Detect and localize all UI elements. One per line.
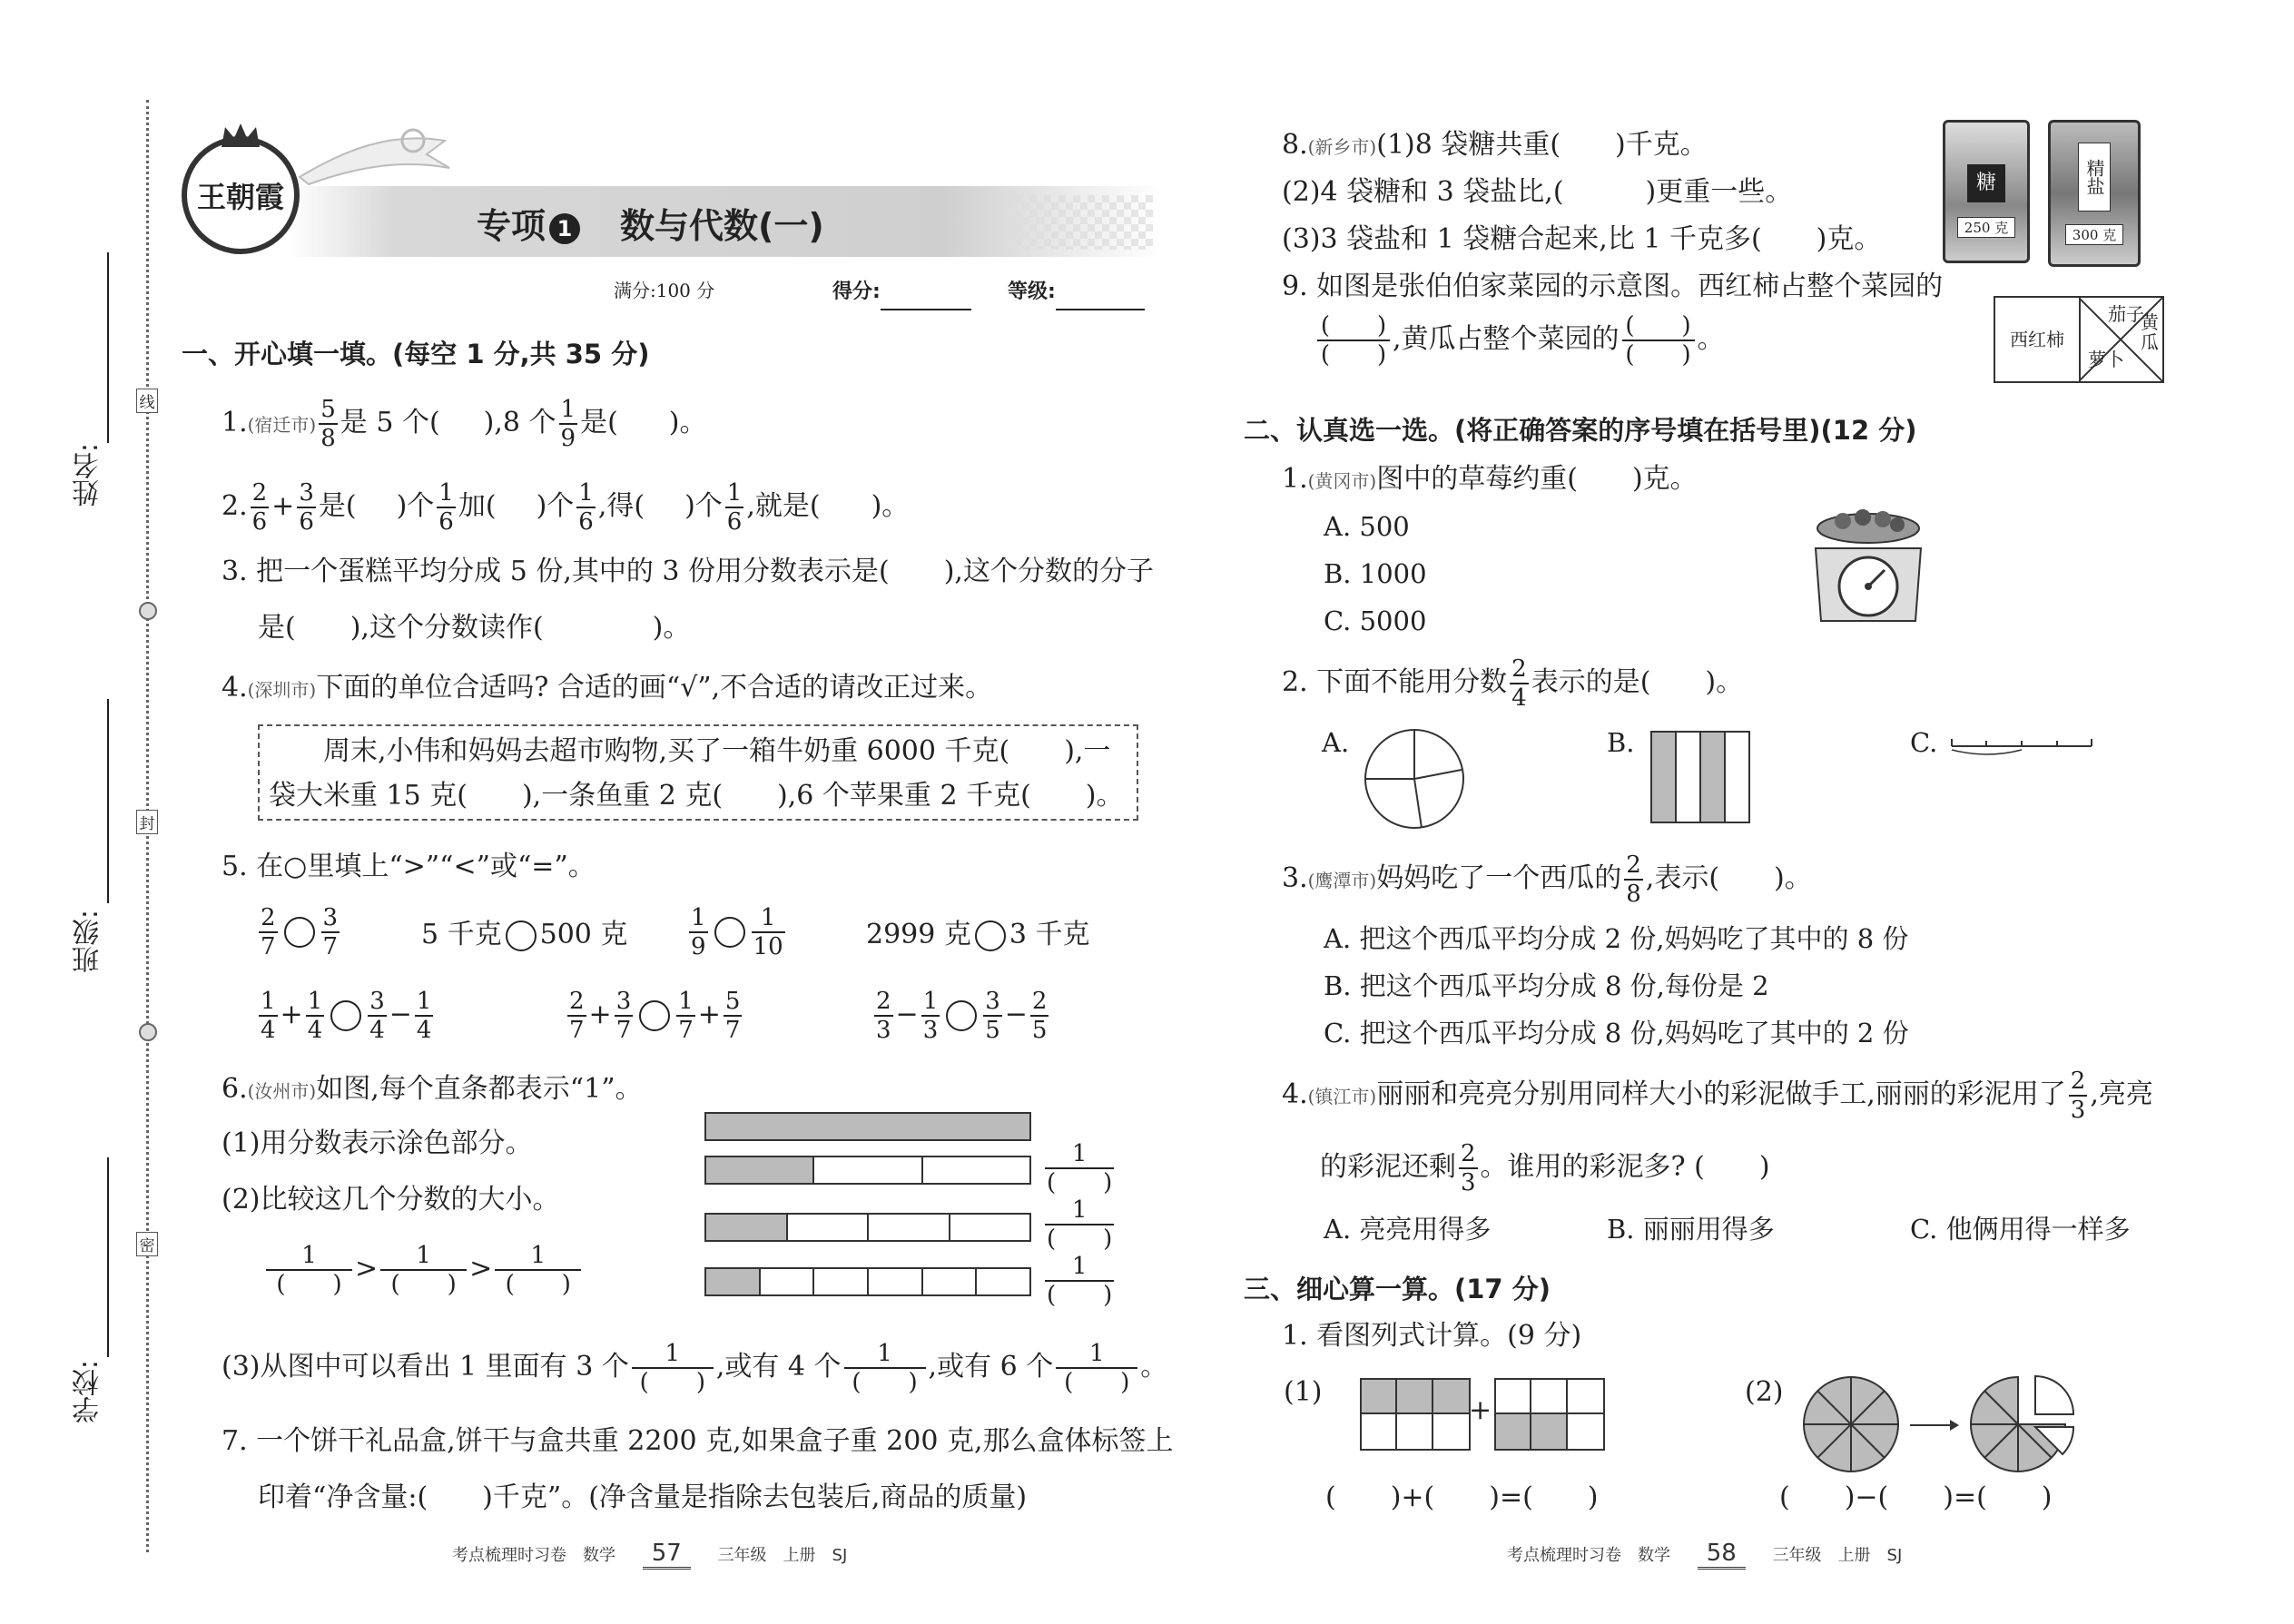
fraction: $\frac{3}{6}$: [299, 479, 314, 536]
q4-box-line2: 袋大米重 15 克( ),一条鱼重 2 克( ),6 个苹果重 2 千克( )。: [269, 780, 1124, 812]
question-6-3: (3)从图中可以看出 1 里面有 3 个 $\frac{1}{( )}$ ,或有 4 个 $\frac{1}{( )}$ ,或有 6 个 $\frac{1}{( )}$ 。: [222, 1340, 1168, 1396]
title-prefix: 专项: [477, 206, 546, 246]
binding-dot-icon: [139, 1023, 157, 1041]
garden-radish: 萝卜: [2088, 349, 2124, 370]
s3-part-2-label: (2): [1745, 1376, 1784, 1408]
garden-tomato: 西红柿: [1995, 298, 2081, 381]
crown-icon: [220, 122, 261, 149]
fraction: $\frac{1}{6}$: [726, 479, 743, 536]
compare-circle[interactable]: [946, 1000, 977, 1031]
grade-field[interactable]: [1056, 283, 1145, 310]
full-score: 满分:100 分: [614, 280, 715, 301]
fraction: $\frac{2}{6}$: [251, 479, 268, 536]
footer-book: 考点梳理时习卷 数学: [1507, 1546, 1670, 1565]
title-main: 数与代数(一): [620, 206, 824, 246]
name-line: [107, 252, 109, 443]
salt-bag-weight: 300 克: [2065, 224, 2123, 245]
salt-bag-image: [2048, 120, 2141, 267]
question-4: 4.(深圳市)下面的单位合适吗? 合适的画“√”,不合适的请改正过来。: [222, 672, 993, 704]
ribbon-decoration: [290, 123, 454, 186]
circle-divided-image: [1362, 726, 1467, 832]
s2q3-option-b[interactable]: B. 把这个西瓜平均分成 8 份,每份是 2: [1324, 970, 1769, 1001]
question-6-1: (1)用分数表示涂色部分。: [222, 1127, 533, 1159]
garden-eggplant: 茄子: [2108, 303, 2144, 325]
compare-circle[interactable]: [284, 917, 315, 948]
bar-sixths: [704, 1267, 1031, 1296]
compare-circle[interactable]: [506, 920, 537, 951]
s2-question-2: 2. 下面不能用分数 $\frac{2}{4}$ 表示的是( )。: [1282, 655, 1744, 712]
s2q2-option-b[interactable]: B.: [1607, 727, 1635, 758]
score-label-text: 得分:: [832, 281, 881, 303]
s2q2-option-c[interactable]: C.: [1910, 727, 1938, 758]
seal-mark-2: 封: [136, 810, 158, 834]
s3-question-1: 1. 看图列式计算。(9 分): [1282, 1320, 1582, 1352]
question-8: 8.(新乡市)(1)8 袋糖共重( )千克。: [1282, 129, 1708, 161]
bar-fraction-3: $\frac{1}{( )}$: [1047, 1253, 1113, 1309]
compare-row1-d: 2999 克 3 千克: [866, 919, 1090, 950]
footer-grade: 三年级 上册 SJ: [1772, 1546, 1903, 1565]
s2q1-option-b[interactable]: B. 1000: [1324, 558, 1427, 589]
question-9-line1: 9. 如图是张伯伯家菜园的示意图。西红柿占整个菜园的: [1282, 271, 1944, 302]
footer-grade: 三年级 上册 SJ: [717, 1546, 848, 1565]
question-6: 6.(汝州市)如图,每个直条都表示“1”。: [222, 1073, 643, 1105]
s2-question-1: 1.(黄冈市)图中的草莓约重( )克。: [1282, 463, 1698, 495]
s2q3-option-a[interactable]: A. 把这个西瓜平均分成 2 份,妈妈吃了其中的 8 份: [1324, 923, 1909, 954]
fraction: $\frac{1}{9}$: [560, 396, 576, 452]
compare-circle[interactable]: [330, 1000, 361, 1031]
fraction: $\frac{1}{6}$: [578, 479, 594, 536]
section-3-heading: 三、细心算一算。(17 分): [1244, 1274, 1551, 1304]
s3-equation-2: ( )−( )=( ): [1779, 1481, 2053, 1513]
compare-circle[interactable]: [639, 1000, 670, 1031]
fraction: $\frac{1}{6}$: [438, 479, 454, 536]
number-line-image: [1950, 735, 2093, 757]
q4-box-line1: 周末,小伟和妈妈去超市购物,买了一箱牛奶重 6000 千克( ),一: [323, 735, 1111, 767]
s2q4-option-a[interactable]: A. 亮亮用得多: [1324, 1214, 1492, 1245]
s2q4-option-b[interactable]: B. 丽丽用得多: [1607, 1214, 1775, 1245]
section-2-heading: 二、认真选一选。(将正确答案的序号填在括号里)(12 分): [1244, 415, 1917, 446]
question-2: 2. $\frac{2}{6}$ + $\frac{3}{6}$ 是( )个 $\frac{1}{6}$ 加( )个 $\frac{1}{6}$ ,得( )个 $\frac{1}{6}$ ,就是( )。: [222, 479, 910, 536]
seal-mark-3: 密: [136, 1232, 158, 1256]
garden-cucumber: 黄瓜: [2141, 311, 2159, 353]
sugar-bag-weight: 250 克: [1957, 217, 2015, 238]
s2-question-4: 4.(镇江市)丽丽和亮亮分别用同样大小的彩泥做手工,丽丽的彩泥用了 $\frac{2}{3}$ ,亮亮: [1282, 1068, 2153, 1124]
binding-strip: [0, 0, 182, 1624]
grade-label: [1008, 274, 1145, 310]
bar-thirds: [704, 1156, 1031, 1185]
seal-mark-1: 线: [136, 389, 158, 413]
question-3-line2: 是( ),这个分数读作( )。: [258, 612, 691, 644]
salt-bag-label: 精盐: [2078, 143, 2111, 212]
question-7-line1: 7. 一个饼干礼品盒,饼干与盒共重 2200 克,如果盒子重 200 克,那么盒体标签上: [222, 1425, 1174, 1457]
page-number: 58: [1698, 1540, 1746, 1570]
compare-row1-c: $\frac{1}{9}$ $\frac{1}{10}$: [691, 904, 783, 960]
score-label: [832, 274, 971, 310]
bar-fraction-1: $\frac{1}{( )}$: [1047, 1140, 1113, 1196]
rectangle-divided-image: [1650, 731, 1750, 823]
logo-text: 王朝霞: [196, 180, 284, 214]
circle-eighths-removed-image: [1966, 1373, 2093, 1476]
question-4-box: [258, 724, 1138, 821]
school-label: 学校:: [73, 1360, 104, 1424]
garden-diagram: [1994, 296, 2164, 383]
s2q1-option-c[interactable]: C. 5000: [1324, 605, 1427, 636]
s2q3-option-c[interactable]: C. 把这个西瓜平均分成 8 份,妈妈吃了其中的 2 份: [1324, 1018, 1909, 1048]
s3-equation-1: ( )+( )=( ): [1325, 1481, 1599, 1513]
name-label: 姓名:: [73, 443, 104, 507]
s2q4-option-c[interactable]: C. 他俩用得一样多: [1910, 1214, 2131, 1245]
compare-row2-a: $\frac{1}{4}$ + $\frac{1}{4}$ $\frac{3}{4}$ − $\frac{1}{4}$: [261, 988, 432, 1044]
binding-dot-icon: [139, 602, 157, 620]
question-9-line2: $\frac{( )}{( )}$ ,黄瓜占整个菜园的 $\frac{( )}{( )}$ 。: [1314, 314, 1725, 367]
footer-right: [1507, 1540, 1902, 1570]
question-6-2: (2)比较这几个分数的大小。: [222, 1184, 560, 1216]
bar-fourths: [704, 1213, 1031, 1242]
s2q1-option-a[interactable]: A. 500: [1324, 511, 1410, 542]
class-line: [107, 699, 109, 903]
s3-part-1-label: (1): [1284, 1376, 1323, 1408]
fraction: $\frac{5}{8}$: [320, 396, 336, 452]
compare-circle[interactable]: [714, 917, 745, 948]
compare-row1-a: $\frac{2}{7}$ $\frac{3}{7}$: [261, 904, 339, 960]
question-3-line1: 3. 把一个蛋糕平均分成 5 份,其中的 3 份用分数表示是( ),这个分数的分子: [222, 556, 1154, 587]
title-number-badge: 1: [549, 213, 580, 244]
s2-question-4-line2: 的彩泥还剩 $\frac{2}{3}$ 。谁用的彩泥多? ( ): [1320, 1140, 1770, 1196]
compare-row2-c: $\frac{2}{3}$ − $\frac{1}{3}$ $\frac{3}{5}$ − $\frac{2}{5}$: [876, 988, 1048, 1044]
question-1: 1.(宿迁市) $\frac{5}{8}$ 是 5 个( ),8 个 $\frac{1}{9}$ 是( )。: [222, 396, 707, 452]
compare-row1-b: 5 千克 500 克: [421, 919, 628, 950]
grade-label-text: 等级:: [1008, 281, 1056, 303]
grid-six-shaded-four: [1360, 1378, 1471, 1451]
banner-checker: [1008, 195, 1153, 250]
bar-fraction-2: $\frac{1}{( )}$: [1047, 1196, 1113, 1253]
class-label: 班级:: [73, 910, 104, 974]
sugar-bag-label: 糖: [1967, 164, 2005, 202]
footer-left: [452, 1540, 847, 1570]
s3-plus-sign: +: [1469, 1394, 1492, 1426]
sugar-bag-image: [1943, 120, 2030, 263]
circle-eighths-image: [1801, 1374, 1901, 1474]
q-num: 1.: [222, 407, 248, 438]
s2-question-3: 3.(鹰潭市)妈妈吃了一个西瓜的 $\frac{2}{8}$ ,表示( )。: [1282, 851, 1812, 908]
question-5: 5. 在○里填上“>”“<”或“=”。: [222, 851, 596, 882]
compare-circle[interactable]: [975, 920, 1006, 951]
arrow-right-icon: [1910, 1416, 1961, 1434]
bar-whole: [704, 1112, 1031, 1141]
question-7-line2: 印着“净含量:( )千克”。(净含量是指除去包装后,商品的质量): [258, 1481, 1028, 1513]
school-line: [107, 1157, 109, 1357]
section-1-heading: 一、开心填一填。(每空 1 分,共 35 分): [182, 339, 650, 369]
score-field[interactable]: [881, 283, 971, 310]
question-8-3: (3)3 袋盐和 1 袋糖合起来,比 1 千克多( )克。: [1282, 223, 1882, 255]
page-title: [477, 198, 824, 248]
brand-logo: [182, 136, 300, 254]
s2q2-option-a[interactable]: A.: [1322, 727, 1350, 758]
q6-compare: $\frac{1}{( )}$ > $\frac{1}{( )}$ > $\frac{1}{( )}$: [263, 1244, 584, 1296]
q-source: (宿迁市): [247, 414, 317, 436]
grid-six-shaded-two: [1494, 1378, 1605, 1451]
footer-book: 考点梳理时习卷 数学: [452, 1546, 615, 1565]
page-number: 57: [643, 1540, 691, 1570]
question-8-2: (2)4 袋糖和 3 袋盐比,( )更重一些。: [1282, 176, 1793, 208]
compare-row2-b: $\frac{2}{7}$ + $\frac{3}{7}$ $\frac{1}{7}$ + $\frac{5}{7}$: [569, 988, 741, 1044]
scale-with-strawberries-image: [1807, 508, 1930, 626]
